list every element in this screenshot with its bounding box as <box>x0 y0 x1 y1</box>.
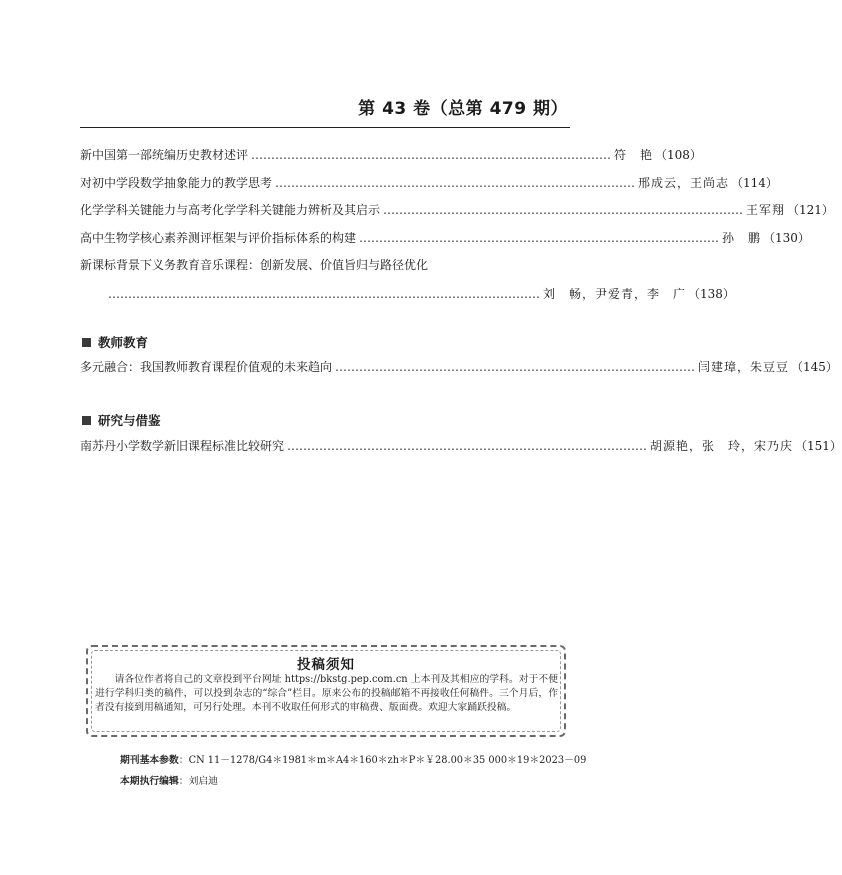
toc-item-page: （138） <box>688 287 735 301</box>
submission-notice-box <box>86 645 566 737</box>
square-bullet-icon <box>82 416 91 425</box>
journal-params-label: 期刊基本参数 <box>120 755 179 766</box>
toc-leader-dots: ……………………………………………………………………………… <box>287 439 648 453</box>
toc-item-title: 高中生物学核心素养测评框架与评价指标体系的构建 <box>80 231 357 245</box>
toc-item-title: 多元融合：我国教师教育课程价值观的未来趋向 <box>80 360 333 374</box>
toc-item[interactable] <box>80 358 838 376</box>
square-bullet-icon <box>82 338 91 347</box>
toc-item-title: 新课标背景下义务教育音乐课程：创新发展、价值旨归与路径优化 <box>80 258 429 272</box>
section-heading-teacher-education <box>82 333 148 351</box>
toc-item-title: 南苏丹小学数学新旧课程标准比较研究 <box>80 439 285 453</box>
toc-item-title: 新中国第一部统编历史教材述评 <box>80 148 249 162</box>
volume-heading: 第 43 卷（总第 479 期） <box>358 99 568 119</box>
section-heading-label: 教师教育 <box>98 335 149 350</box>
toc-item-page: （114） <box>731 176 778 190</box>
toc-leader-dots: ……………………………………………………………………………… <box>275 176 636 190</box>
toc-item-authors: 符 艳 <box>614 148 654 162</box>
toc-item-authors: 胡源艳，张 玲，宋乃庆 <box>650 439 794 453</box>
executive-editor-label: 本期执行编辑 <box>120 776 179 787</box>
toc-item[interactable] <box>80 437 842 455</box>
toc-item[interactable] <box>80 256 735 304</box>
toc-item-authors: 刘 畅，尹爱青，李 广 <box>543 287 687 301</box>
toc-leader-dots: ……………………………………………………………………………… <box>251 148 612 162</box>
toc-item-authors: 孙 鹏 <box>722 231 762 245</box>
toc-item[interactable] <box>80 174 778 192</box>
toc-item[interactable] <box>80 146 702 164</box>
toc-leader-dots: ……………………………………………………………………………… <box>383 203 744 217</box>
toc-item[interactable] <box>80 201 834 219</box>
toc-item-title: 化学学科关键能力与高考化学学科关键能力辨析及其启示 <box>80 203 381 217</box>
toc-leader-dots: ……………………………………………………………………………… <box>335 360 696 374</box>
toc-item-authors: 邢成云，王尚志 <box>638 176 730 190</box>
executive-editor <box>120 773 218 787</box>
section-heading-research <box>82 411 161 429</box>
toc-item-authors: 闫建璋，朱豆豆 <box>698 360 790 374</box>
journal-params <box>120 752 586 766</box>
section-heading-label: 研究与借鉴 <box>98 413 161 428</box>
executive-editor-value: ：刘启迪 <box>178 776 218 787</box>
toc-leader-dots: ……………………………………………………………………………… <box>359 231 720 245</box>
toc-item-page: （151） <box>795 439 842 453</box>
notice-title: 投稿须知 <box>297 657 355 673</box>
notice-body: 请各位作者将自己的文章投到平台网址 https://bkstg.pep.com.cn 上本刊及其相应的学科。对于不便进行学科归类的稿件，可以投到杂志的“综合”栏目。原来公布的投稿邮箱不再接收任何稿件。三个月后，作者没有接到用稿通知，可另行处理。本刊不收取任何形式的审稿费、版面费。欢迎大家踊跃投稿。 <box>95 674 558 714</box>
toc-item-page: （130） <box>763 231 810 245</box>
toc-item-page: （108） <box>655 148 702 162</box>
toc-item-page: （121） <box>787 203 834 217</box>
toc-item-authors: 王军翔 <box>746 203 786 217</box>
toc-leader-dots: ……………………………………………………………………………………………… <box>108 287 540 301</box>
toc-item[interactable] <box>80 229 810 247</box>
header-rule <box>80 127 570 128</box>
journal-params-value: ：CN 11－1278/G4＊1981＊m＊A4＊160＊zh＊P＊￥28.00＊35 000＊19＊2023－09 <box>178 755 587 766</box>
toc-item-page: （145） <box>791 360 838 374</box>
toc-item-title: 对初中学段数学抽象能力的教学思考 <box>80 176 273 190</box>
